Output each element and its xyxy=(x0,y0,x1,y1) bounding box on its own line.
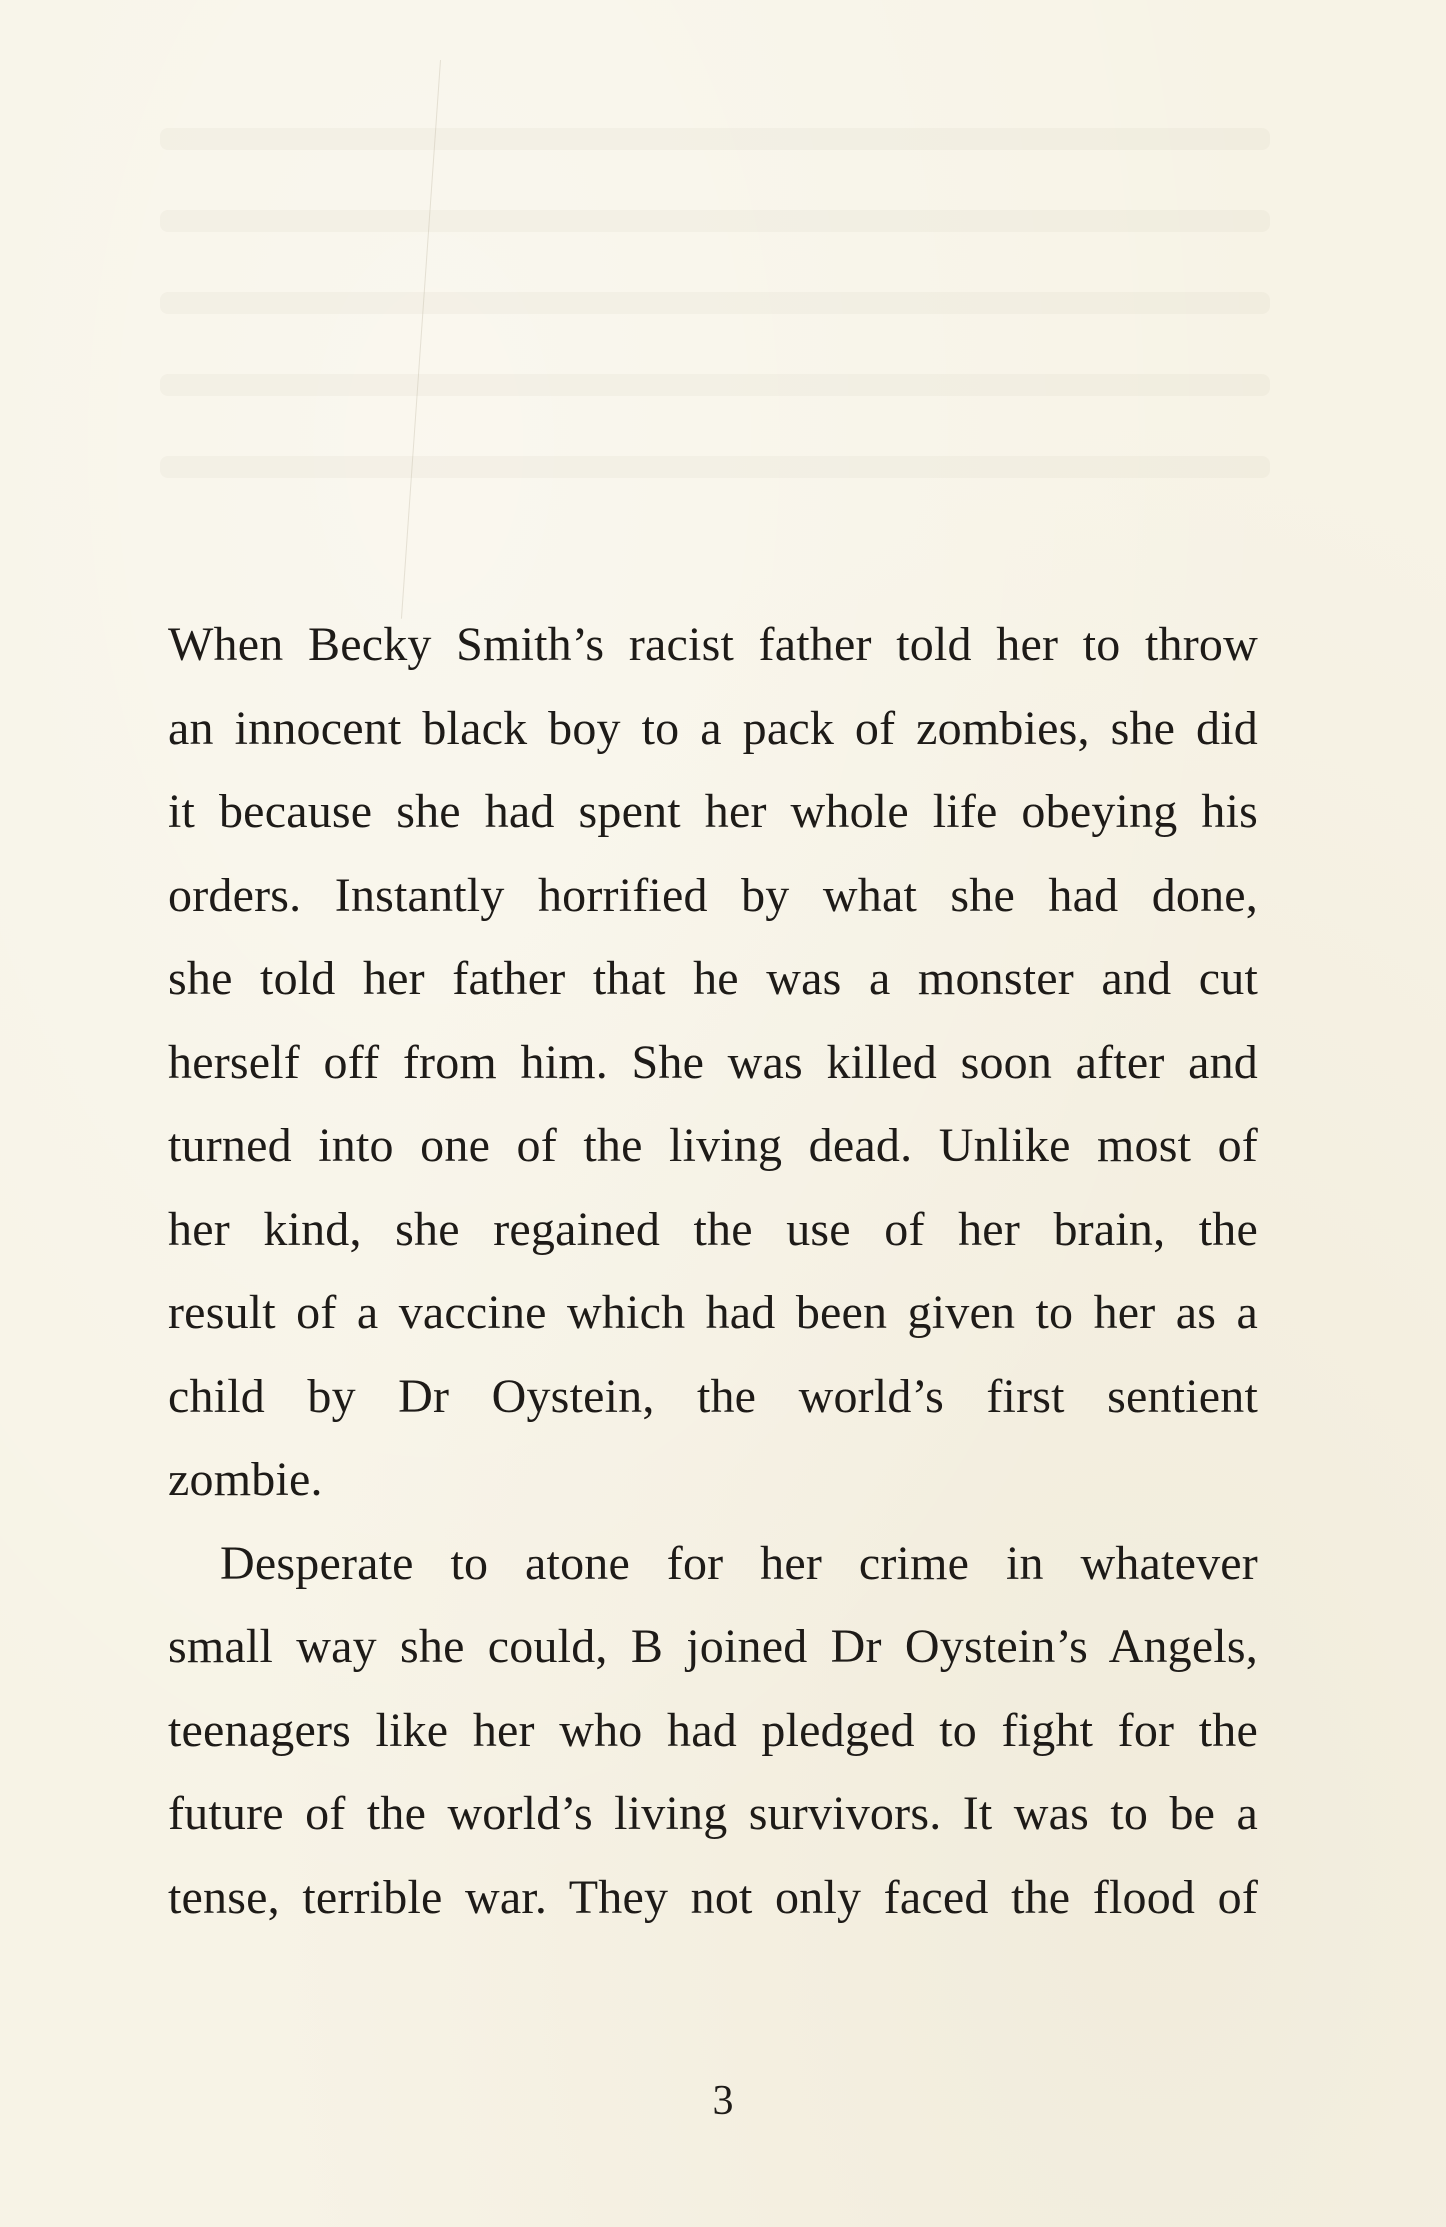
text-line: child by Dr Oystein, the world’s first sentient xyxy=(168,1369,1258,1423)
text-line: result of a vaccine which had been given to her as a xyxy=(168,1286,1258,1339)
paragraph-2 xyxy=(168,1522,1258,1940)
text-line: an innocent black boy to a pack of zombies, she did xyxy=(168,701,1258,755)
text-line: tense, terrible war. They not only faced the flood of xyxy=(168,1870,1258,1924)
text-line: it because she had spent her whole life obeying his xyxy=(168,785,1258,838)
text-line: zombie. xyxy=(168,1453,323,1506)
text-line: orders. Instantly horrified by what she had done, xyxy=(168,868,1258,922)
show-through-text xyxy=(160,292,1270,314)
show-through-text xyxy=(160,456,1270,478)
text-line: herself off from him. She was killed soon after and xyxy=(168,1035,1258,1089)
text-line: her kind, she regained the use of her brain, the xyxy=(168,1202,1258,1256)
body-text xyxy=(168,603,1258,1939)
text-line: small way she could, B joined Dr Oystein’s Angels, xyxy=(168,1620,1258,1673)
show-through-text xyxy=(160,374,1270,396)
text-line: future of the world’s living survivors. It was to be a xyxy=(168,1787,1258,1840)
text-line: she told her father that he was a monster and cut xyxy=(168,952,1258,1005)
paragraph-1 xyxy=(168,603,1258,1522)
show-through-text xyxy=(160,128,1270,150)
text-line: teenagers like her who had pledged to fight for the xyxy=(168,1703,1258,1757)
page-number: 3 xyxy=(712,2078,734,2124)
text-line: Desperate to atone for her crime in whatever xyxy=(220,1536,1258,1590)
show-through-text xyxy=(160,210,1270,232)
text-line: When Becky Smith’s racist father told her to throw xyxy=(168,618,1258,671)
text-line: turned into one of the living dead. Unlike most of xyxy=(168,1119,1258,1172)
